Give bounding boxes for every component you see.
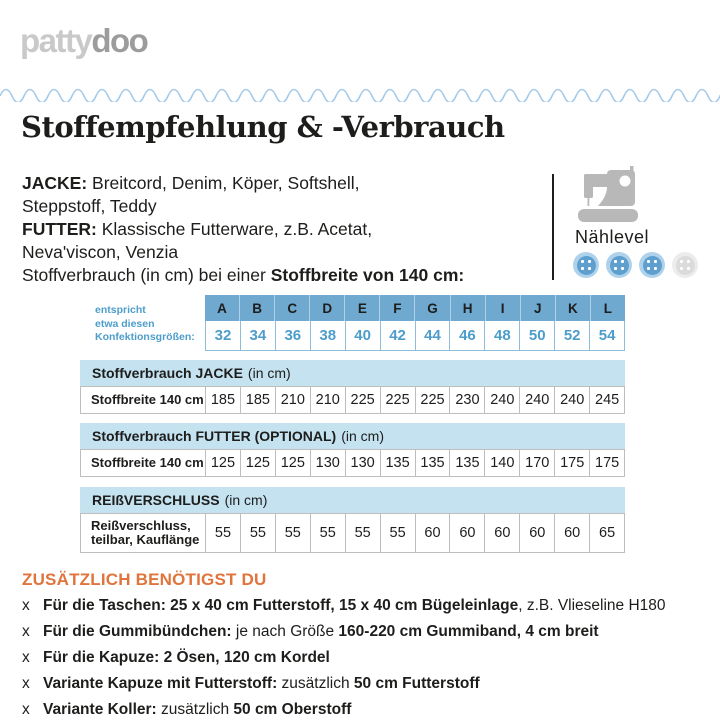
extras-item-text: [43, 619, 599, 645]
button-hole: [614, 260, 617, 263]
row-label: [81, 514, 206, 552]
row-label-line: Stoffbreite 140 cm: [91, 392, 204, 407]
extras-item-text: [43, 671, 480, 697]
level-button-icon: [606, 252, 632, 278]
value-cell: 125: [275, 450, 310, 476]
level-button-icon: [639, 252, 665, 278]
value-cell: 135: [380, 450, 415, 476]
size-number-cell: 38: [310, 321, 345, 350]
table-title-bold: Stoffverbrauch FUTTER (OPTIONAL): [92, 428, 337, 444]
extras-item: [22, 697, 712, 720]
logo-part-patty: patty: [20, 22, 92, 59]
size-letter-cell: F: [379, 295, 414, 321]
value-cell: 135: [415, 450, 450, 476]
size-letter-cell: I: [485, 295, 520, 321]
button-holes: [643, 256, 662, 275]
table-title: [80, 423, 625, 449]
value-cell: 125: [240, 450, 275, 476]
naehlevel-rating: [573, 252, 698, 278]
sewing-machine-icon: [574, 166, 644, 224]
size-letter-cell: G: [414, 295, 449, 321]
bold-text: Variante Koller:: [43, 701, 157, 718]
value-cell: 175: [589, 450, 624, 476]
value-cell: 240: [484, 387, 519, 413]
size-number-row: [205, 321, 625, 351]
button-holes: [676, 256, 695, 275]
size-number-cell: 50: [519, 321, 554, 350]
size-caption-line: etwa diesen: [95, 317, 155, 330]
intro-line: [22, 241, 552, 264]
size-letter-cell: C: [274, 295, 309, 321]
value-cell: 240: [519, 387, 554, 413]
wave-divider: [0, 80, 720, 102]
size-number-cell: 54: [589, 321, 624, 350]
button-hole: [680, 260, 683, 263]
size-number-cell: 46: [449, 321, 484, 350]
button-holes: [577, 256, 596, 275]
value-cell: 55: [380, 514, 415, 552]
value-cell: 55: [275, 514, 310, 552]
pattydoo-logo: [20, 24, 147, 57]
naehlevel-label: Nählevel: [575, 227, 650, 247]
extras-item-text: [43, 593, 666, 619]
button-hole: [647, 260, 650, 263]
table-title-bold: Stoffverbrauch JACKE: [92, 365, 243, 381]
bold-text: Variante Kapuze mit Futterstoff:: [43, 675, 278, 692]
button-hole: [654, 267, 657, 270]
button-hole: [581, 260, 584, 263]
text: je nach Größe: [231, 623, 339, 640]
table-row: [80, 449, 625, 477]
bold-text: 50 cm Futterstoff: [353, 675, 480, 692]
consumption-table: [80, 487, 625, 553]
size-letter-cell: H: [450, 295, 485, 321]
value-cell: 210: [275, 387, 310, 413]
size-letter-cell: L: [590, 295, 625, 321]
list-marker: x: [22, 597, 30, 614]
size-number-cell: 52: [554, 321, 589, 350]
value-cell: 185: [240, 387, 275, 413]
value-cell: 230: [449, 387, 484, 413]
value-cell: 55: [240, 514, 275, 552]
value-cell: 130: [310, 450, 345, 476]
value-cell: 225: [380, 387, 415, 413]
value-cell: 60: [519, 514, 554, 552]
button-hole: [588, 260, 591, 263]
value-cell: 240: [554, 387, 589, 413]
text: , z.B. Vlieseline H180: [518, 597, 666, 614]
value-cell: 175: [554, 450, 589, 476]
value-cell: 60: [484, 514, 519, 552]
text: zusätzlich: [277, 675, 354, 692]
size-number-cell: 44: [415, 321, 450, 350]
size-number-cell: 40: [345, 321, 380, 350]
size-letter-cell: J: [520, 295, 555, 321]
extras-item: [22, 645, 712, 671]
size-letter-row: [205, 295, 625, 321]
value-cell: 140: [484, 450, 519, 476]
intro-line: [22, 264, 552, 287]
size-letter-cell: E: [344, 295, 379, 321]
value-cell: 135: [449, 450, 484, 476]
page-title: Stoffempfehlung & -Verbrauch: [21, 110, 505, 144]
value-cell: 130: [345, 450, 380, 476]
text: Breitcord, Denim, Köper, Softshell,: [87, 173, 360, 193]
value-cell: 245: [589, 387, 624, 413]
size-caption-line: Konfektionsgrößen:: [95, 331, 195, 343]
value-cell: 185: [210, 392, 236, 408]
extras-item-text: [43, 697, 351, 720]
bold-text: Für die Gummibündchen:: [43, 623, 232, 640]
list-marker: x: [22, 701, 30, 718]
value-cell: 125: [210, 455, 236, 471]
button-hole: [680, 267, 683, 270]
list-marker: x: [22, 675, 30, 692]
button-hole: [588, 267, 591, 270]
table-title-unit: (in cm): [224, 492, 268, 508]
size-number-cell: 36: [275, 321, 310, 350]
consumption-table: [80, 423, 625, 477]
size-letter-cell: B: [239, 295, 274, 321]
button-hole: [654, 260, 657, 263]
size-number-cell: 34: [240, 321, 275, 350]
extras-item-text: [43, 645, 330, 671]
row-label: [81, 387, 206, 413]
text: Neva'viscon, Venzia: [22, 242, 179, 262]
table-row: [80, 386, 625, 414]
table-title-unit: (in cm): [247, 365, 291, 381]
size-caption-line: entspricht: [95, 304, 146, 316]
row-label-line: teilbar, Kauflänge: [91, 532, 200, 547]
value-cell: 55: [214, 525, 232, 541]
button-hole: [687, 260, 690, 263]
intro-line: [22, 172, 552, 195]
button-hole: [621, 267, 624, 270]
size-letter-cell: A: [217, 300, 227, 316]
extras-item: [22, 619, 712, 645]
value-cell: 60: [415, 514, 450, 552]
value-cell: 60: [449, 514, 484, 552]
size-number-cell: 32: [214, 327, 232, 344]
row-label-line: Reißverschluss,: [91, 518, 191, 533]
table-row: [80, 513, 625, 553]
fabric-recommendation-text: [22, 172, 552, 287]
bold-text: Für die Taschen: 25 x 40 cm Futterstoff, 15 x 40 cm Bügeleinlage: [43, 597, 519, 614]
value-cell: 170: [519, 450, 554, 476]
button-hole: [614, 267, 617, 270]
list-marker: x: [22, 623, 30, 640]
size-number-cell: 42: [380, 321, 415, 350]
value-cell: 55: [310, 514, 345, 552]
bold-text: 160-220 cm Gummiband, 4 cm breit: [338, 623, 599, 640]
text: Steppstoff, Teddy: [22, 196, 157, 216]
intro-line: [22, 195, 552, 218]
value-cell: 210: [310, 387, 345, 413]
size-letter-cell: D: [309, 295, 344, 321]
level-button-icon: [573, 252, 599, 278]
extras-item: [22, 593, 712, 619]
text: Stoffverbrauch (in cm) bei einer: [22, 265, 271, 285]
extras-item: [22, 671, 712, 697]
value-cell: 225: [345, 387, 380, 413]
table-title-unit: (in cm): [341, 428, 385, 444]
button-hole: [647, 267, 650, 270]
button-holes: [610, 256, 629, 275]
bold-text: FUTTER:: [22, 219, 97, 239]
level-button-icon: [672, 252, 698, 278]
button-hole: [687, 267, 690, 270]
logo-part-doo: doo: [91, 22, 148, 59]
bold-text: 50 cm Oberstoff: [233, 701, 352, 718]
table-title-bold: REIßVERSCHLUSS: [92, 492, 220, 508]
text: zusätzlich: [156, 701, 234, 718]
row-label: [81, 450, 206, 476]
bold-text: Für die Kapuze: 2 Ösen, 120 cm Kordel: [43, 649, 330, 666]
consumption-table: [80, 360, 625, 414]
text: Klassische Futterware, z.B. Acetat,: [96, 219, 373, 239]
size-number-cell: 48: [484, 321, 519, 350]
extras-heading: ZUSÄTZLICH BENÖTIGST DU: [22, 570, 267, 589]
vertical-divider: [552, 174, 554, 280]
bold-text: JACKE:: [22, 173, 88, 193]
list-marker: x: [22, 649, 30, 666]
value-cell: 65: [589, 514, 624, 552]
button-hole: [621, 260, 624, 263]
size-caption: [95, 304, 205, 345]
table-title: [80, 487, 625, 513]
extras-list: [22, 593, 712, 720]
value-cell: 225: [415, 387, 450, 413]
row-label-line: Stoffbreite 140 cm: [91, 455, 204, 470]
size-letter-cell: K: [555, 295, 590, 321]
table-title: [80, 360, 625, 386]
button-hole: [581, 267, 584, 270]
value-cell: 55: [345, 514, 380, 552]
size-table: [205, 295, 625, 351]
intro-line: [22, 218, 552, 241]
value-cell: 60: [554, 514, 589, 552]
bold-text: Stoffbreite von 140 cm:: [270, 265, 465, 285]
